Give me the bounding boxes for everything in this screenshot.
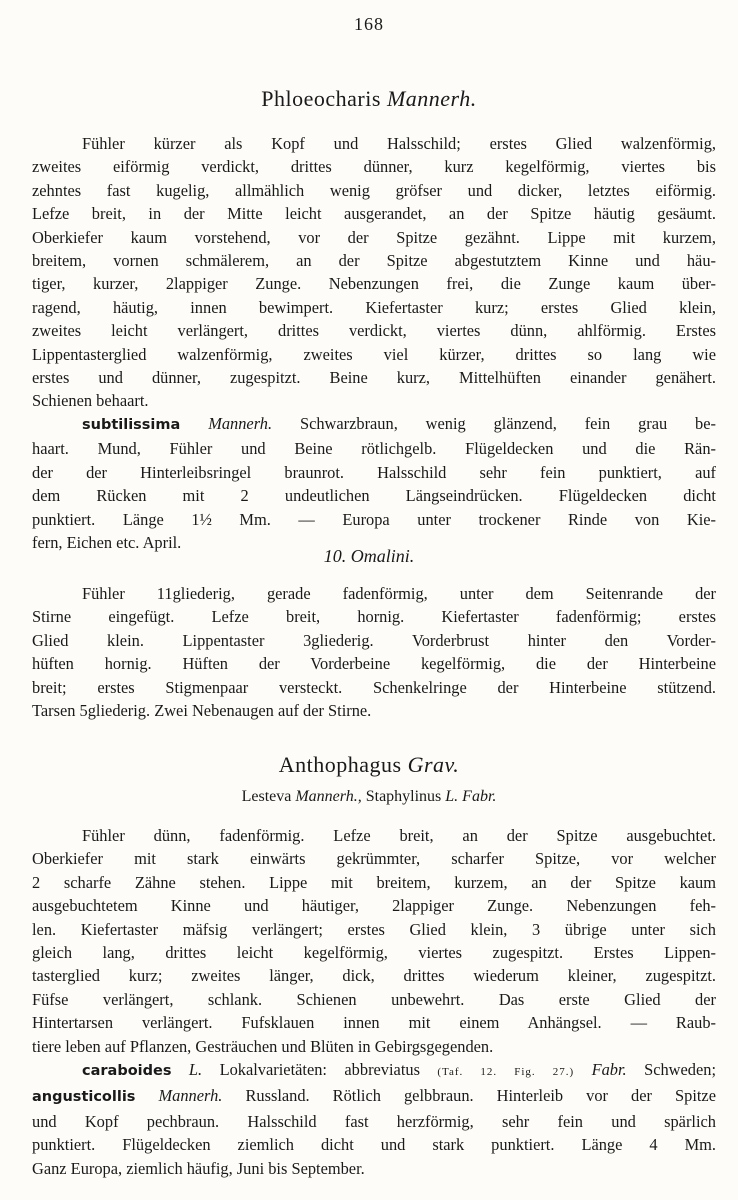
text-line: gleich lang, drittes leicht kegelförmig, viertes zugespitzt. Erstes Lippen- xyxy=(32,943,716,963)
species-text: Schwarzbraun, wenig glänzend, fein grau be- xyxy=(299,414,716,433)
text-line: dem Rücken mit 2 undeutlichen Längseindrücken. Flügeldecken dicht xyxy=(32,486,716,506)
tribe-description xyxy=(32,582,716,722)
text-line: punktiert. Länge 1½ Mm. — Europa unter trockener Rinde von Kie- xyxy=(32,509,716,529)
text-line: breitem, vornen schmälerem, an der Spitze abgestutztem Kinne und häu- xyxy=(32,251,716,271)
text-line: fern, Eichen etc. April. xyxy=(32,533,182,553)
species-name: caraboides xyxy=(82,1063,172,1079)
synonym-author: L. Fabr. xyxy=(445,788,497,805)
genus-synonyms xyxy=(0,788,738,806)
text-line: Fühler kürzer als Kopf und Halsschild; erstes Glied walzenförmig, xyxy=(82,134,716,153)
species-entry-caraboides xyxy=(32,1058,716,1180)
species-entry-subtilissima xyxy=(32,412,716,554)
text-line: tasterglied kurz; zweites länger, dick, drittes wiederum kleiner, zugespitzt. xyxy=(32,966,716,986)
text-line: und Kopf pechbraun. Halsschild fast herzförmig, sehr fein und spärlich xyxy=(32,1111,716,1131)
text-line: Hintertarsen verlängert. Fufsklauen innen mit einem Anhängsel. — Raub- xyxy=(32,1013,716,1033)
text-line: Oberkiefer mit stark einwärts gekrümmter, scharfer Spitze, vor welcher xyxy=(32,849,716,869)
text-line: 2 scharfe Zähne stehen. Lippe mit breitem, kurzem, an der Spitze kaum xyxy=(32,872,716,892)
tribe-heading xyxy=(0,546,738,567)
genus-author: Mannerh. xyxy=(386,86,477,111)
text-line: Lefze breit, in der Mitte leicht ausgerandet, an der Spitze häutig gesäumt. xyxy=(32,204,716,224)
species-author: Mannerh. xyxy=(208,414,273,433)
species-second-line xyxy=(32,1084,716,1109)
text-line: Ganz Europa, ziemlich häufig, Juni bis September. xyxy=(32,1158,365,1178)
text-line: Tarsen 5gliederig. Zwei Nebenaugen auf der Stirne. xyxy=(32,701,372,721)
species-first-line xyxy=(32,412,716,437)
genus-description-phloeocharis xyxy=(32,132,716,413)
text-line: Schienen behaart. xyxy=(32,391,149,411)
text-line: tiere leben auf Pflanzen, Gesträuchen und Blüten in Gebirgsgegenden. xyxy=(32,1036,494,1056)
page-number: 168 xyxy=(354,14,384,34)
species-name: subtilissima xyxy=(82,417,181,433)
species-author: L. xyxy=(188,1060,203,1079)
text-line: Fühler 11gliederig, gerade fadenförmig, unter dem Seitenrande der xyxy=(82,584,716,603)
synonym-name: Lesteva xyxy=(241,788,292,805)
text-line: tiger, kurzer, 2lappiger Zunge. Nebenzungen frei, die Zunge kaum über- xyxy=(32,274,716,294)
genus-author: Grav. xyxy=(407,752,460,777)
synonym-name: Staphylinus xyxy=(365,788,442,805)
text-line: Glied klein. Lippentaster 3gliederig. Vorderbrust hinter den Vorder- xyxy=(32,630,716,650)
species-text: Russland. Rötlich gelbbraun. Hinterleib vor der Spitze xyxy=(245,1086,716,1106)
synonym-author: Mannerh., xyxy=(295,788,362,805)
text-line: erstes und dünner, zugespitzt. Beine kurz, Mittelhüften einander genähert. xyxy=(32,368,716,388)
tribe-name: Omalini. xyxy=(350,546,415,566)
text-line: der der Hinterleibsringel braunrot. Halsschild sehr fein punktiert, auf xyxy=(32,462,716,482)
text-line: punktiert. Flügeldecken ziemlich dicht und stark punktiert. Länge 4 Mm. xyxy=(32,1135,716,1155)
text-line: hüften hornig. Hüften der Vorderbeine kegelförmig, die der Hinterbeine xyxy=(32,654,716,674)
text-line: breit; erstes Stigmenpaar versteckt. Schenkelringe der Hinterbeine stützend. xyxy=(32,677,716,697)
genus-description-anthophagus xyxy=(32,824,716,1058)
variety-author: Mannerh. xyxy=(158,1086,223,1106)
species-first-line xyxy=(32,1058,716,1084)
text-line: ausgebuchtetem Kinne und häutiger, 2lappiger Zunge. Nebenzungen feh- xyxy=(32,896,716,916)
species-text: Lokalvarietäten: abbreviatus xyxy=(219,1060,420,1079)
text-line: Lippentasterglied walzenförmig, zweites viel kürzer, drittes so lang wie xyxy=(32,344,716,364)
text-line: Oberkiefer kaum vorstehend, vor der Spitze gezähnt. Lippe mit kurzem, xyxy=(32,227,716,247)
text-line: Fühler dünn, fadenförmig. Lefze breit, an der Spitze ausgebuchtet. xyxy=(82,826,716,845)
genus-name: Anthophagus xyxy=(278,752,402,777)
text-line: len. Kiefertaster mäfsig verlängert; erstes Glied klein, 3 übrige unter sich xyxy=(32,919,716,939)
text-line: zweites eiförmig verdickt, drittes dünner, kurz kegelförmig, viertes bis xyxy=(32,157,716,177)
tribe-number: 10. xyxy=(323,546,347,566)
text-line: Füfse verlängert, schlank. Schienen unbewehrt. Das erste Glied der xyxy=(32,989,716,1009)
species-text: Schweden; xyxy=(644,1060,716,1079)
plate-reference: (Taf. 12. Fig. 27.) xyxy=(437,1066,575,1078)
text-line: zweites leicht verlängert, drittes verdickt, viertes dünn, ahlförmig. Erstes xyxy=(32,321,716,341)
genus-name: Phloeocharis xyxy=(261,86,381,111)
genus-heading-phloeocharis xyxy=(0,86,738,112)
genus-heading-anthophagus xyxy=(0,752,738,778)
text-line: haart. Mund, Fühler und Beine rötlichgelb. Flügeldecken und die Rän- xyxy=(32,439,716,459)
text-line: Stirne eingefügt. Lefze breit, hornig. Kiefertaster fadenförmig; erstes xyxy=(32,607,716,627)
variety-name: angusticollis xyxy=(32,1089,136,1106)
variety-author: Fabr. xyxy=(591,1060,627,1079)
text-line: ragend, häutig, innen bewimpert. Kiefertaster kurz; erstes Glied klein, xyxy=(32,297,716,317)
text-line: zehntes fast kugelig, allmählich wenig gröfser und dicker, letztes eiförmig. xyxy=(32,180,716,200)
